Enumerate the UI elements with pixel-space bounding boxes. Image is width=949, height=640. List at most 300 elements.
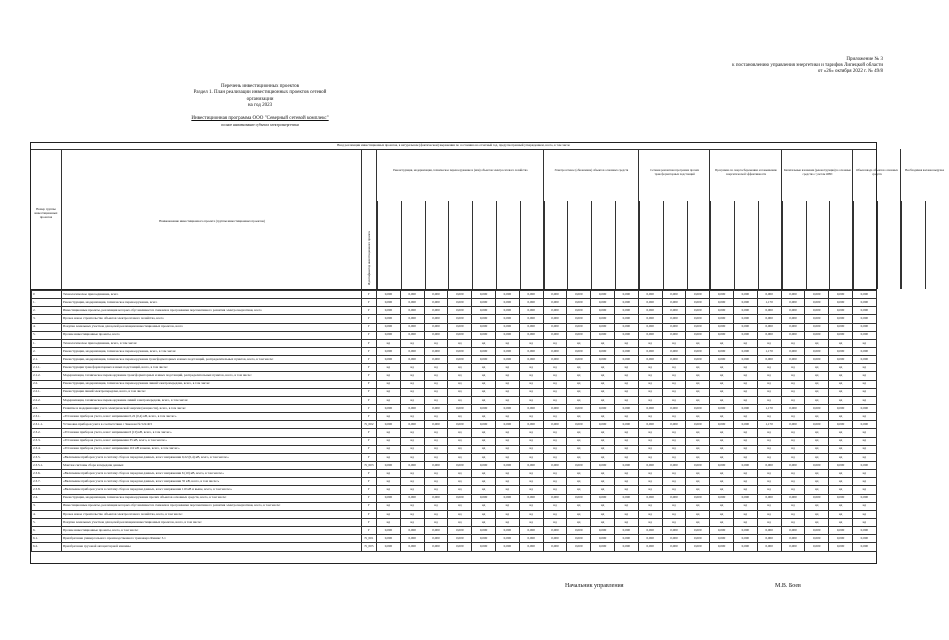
row-name: Покупка земельных участков для целей реализации инвестиционных проектов, всего, в том числе:	[62, 518, 362, 526]
row-number: 2.	[32, 307, 62, 315]
row-value: нд	[400, 413, 424, 421]
row-value: нд	[400, 453, 424, 461]
row-value: нд	[448, 364, 472, 372]
row-value: нд	[495, 445, 519, 453]
annex-line-3: от «26» октября 2022 г. № 49/8	[817, 69, 883, 75]
row-code: Г	[362, 486, 377, 494]
row-code: Г	[362, 331, 377, 339]
row-value: нд	[448, 339, 472, 347]
row-value: нд	[543, 380, 567, 388]
row-value: 0,000	[519, 421, 543, 429]
row-value: 0,000	[638, 323, 662, 331]
row-value: 0,000	[781, 535, 805, 543]
row-value: нд	[710, 380, 734, 388]
row-value: 0,000	[829, 307, 853, 315]
table-row	[32, 437, 877, 445]
row-value: нд	[424, 380, 448, 388]
row-value: нд	[377, 518, 401, 526]
row-value: 0,000	[852, 494, 876, 502]
row-value: 0,000	[400, 356, 424, 364]
row-value: 0,000	[495, 323, 519, 331]
row-name: «Включение приборов учета в систему сбора и передачи данных, класс напряжения 35 кВ, всего, в том числе:»	[62, 478, 362, 486]
row-value: нд	[448, 510, 472, 518]
row-number: 4.	[32, 323, 62, 331]
row-value: 0,000	[852, 461, 876, 469]
row-value: нд	[852, 413, 876, 421]
table-row	[32, 478, 877, 486]
row-value: 0,000	[400, 323, 424, 331]
row-name: «Включение приборов учета в систему сбора и передачи данных, класс напряжения 110 кВ и выше, всего, в том числе:»	[62, 486, 362, 494]
row-value: 0,000	[757, 291, 781, 299]
row-value: 0,000	[495, 543, 519, 551]
row-value: 0,000	[377, 356, 401, 364]
row-value: нд	[543, 364, 567, 372]
row-value: 0,000	[638, 421, 662, 429]
row-value: 0,000	[448, 331, 472, 339]
row-value: 0,000	[662, 461, 686, 469]
row-value: нд	[495, 478, 519, 486]
row-value: 0,000	[805, 315, 829, 323]
row-value: 0,000	[472, 307, 496, 315]
row-value: 1,170	[757, 347, 781, 355]
row-value: нд	[400, 396, 424, 404]
row-value: 0,000	[829, 543, 853, 551]
row-value: 0,000	[400, 404, 424, 412]
row-value: 0,000	[591, 543, 615, 551]
row-value: 0,000	[519, 404, 543, 412]
row-value: 0,000	[733, 291, 757, 299]
row-value: нд	[638, 364, 662, 372]
row-value: 0,000	[805, 404, 829, 412]
row-value: нд	[638, 388, 662, 396]
row-value: нд	[400, 510, 424, 518]
row-value: 0,000	[662, 323, 686, 331]
row-value: нд	[495, 388, 519, 396]
row-value: нд	[638, 413, 662, 421]
row-value: 0,000	[829, 404, 853, 412]
row-value: нд	[686, 478, 710, 486]
row-number: 2.	[32, 347, 62, 355]
table-row	[32, 510, 877, 518]
row-value: нд	[781, 453, 805, 461]
row-value: 0,000	[733, 421, 757, 429]
row-value: нд	[805, 510, 829, 518]
row-value: 0,000	[377, 535, 401, 543]
row-value: 0,000	[400, 421, 424, 429]
row-value: 0,000	[852, 315, 876, 323]
row-value: нд	[781, 470, 805, 478]
row-value: нд	[638, 372, 662, 380]
table-row	[32, 315, 877, 323]
row-value: 0,000	[448, 299, 472, 307]
row-value: 0,000	[614, 404, 638, 412]
row-value: 0,000	[543, 404, 567, 412]
row-code: Г	[362, 404, 377, 412]
row-value: 0,000	[686, 331, 710, 339]
row-value: нд	[519, 502, 543, 510]
header-group-3	[709, 149, 781, 289]
table-header	[31, 143, 945, 290]
row-number: 1.	[32, 339, 62, 347]
row-number: 2.1.2.	[32, 372, 62, 380]
row-value: нд	[519, 372, 543, 380]
row-code: Г	[362, 527, 377, 535]
row-value: 0,000	[781, 527, 805, 535]
row-value: 0,000	[710, 331, 734, 339]
row-value: 0,000	[543, 347, 567, 355]
row-value: нд	[543, 470, 567, 478]
row-value: 0,000	[852, 543, 876, 551]
row-value: 0,000	[805, 535, 829, 543]
row-number: 2.2.2.	[32, 396, 62, 404]
row-value: 0,000	[757, 331, 781, 339]
row-name: Развитие и модернизация учета электрической энергии (мощности), всего, в том числе:	[62, 404, 362, 412]
header-subcolumn	[544, 201, 569, 289]
row-value: нд	[377, 453, 401, 461]
row-code: Г	[362, 413, 377, 421]
row-value: 0,000	[638, 404, 662, 412]
row-value: 0,000	[519, 323, 543, 331]
row-value: нд	[733, 339, 757, 347]
heading-line-1: Перечень инвестиционных проектов	[220, 84, 300, 89]
row-value: нд	[662, 388, 686, 396]
row-value: нд	[377, 413, 401, 421]
row-number: 2.3.8.	[32, 486, 62, 494]
row-value: 0,000	[377, 331, 401, 339]
row-value: нд	[567, 518, 591, 526]
row-value: нд	[472, 429, 496, 437]
row-value: нд	[852, 372, 876, 380]
row-code: Г	[362, 518, 377, 526]
row-value: нд	[781, 445, 805, 453]
row-value: 0,000	[733, 331, 757, 339]
row-value: нд	[495, 339, 519, 347]
row-value: нд	[733, 510, 757, 518]
row-value: нд	[567, 339, 591, 347]
table-row	[32, 388, 877, 396]
row-value: нд	[543, 502, 567, 510]
row-code: Г	[362, 299, 377, 307]
row-value: нд	[377, 470, 401, 478]
row-value: 0,000	[495, 461, 519, 469]
table-row	[32, 413, 877, 421]
row-value: 0,000	[686, 421, 710, 429]
row-value: нд	[852, 478, 876, 486]
row-value: 0,000	[710, 421, 734, 429]
row-value: нд	[472, 453, 496, 461]
row-value: нд	[829, 453, 853, 461]
row-value: нд	[757, 396, 781, 404]
row-value: 0,000	[377, 461, 401, 469]
row-value: 1,170	[757, 404, 781, 412]
row-value: нд	[829, 339, 853, 347]
row-value: нд	[472, 364, 496, 372]
row-value: нд	[495, 380, 519, 388]
row-value: нд	[781, 429, 805, 437]
row-value: нд	[662, 453, 686, 461]
row-value: 0,000	[781, 543, 805, 551]
row-value: 0,000	[781, 421, 805, 429]
row-value: нд	[757, 510, 781, 518]
row-value: 0,000	[829, 421, 853, 429]
row-value: 0,000	[614, 356, 638, 364]
row-value: нд	[781, 486, 805, 494]
row-value: нд	[733, 518, 757, 526]
row-value: 0,000	[781, 315, 805, 323]
row-value: нд	[591, 510, 615, 518]
row-number: 3.	[32, 315, 62, 323]
row-name: Приобретение грузовой автоцистерной машины	[62, 543, 362, 551]
row-value: нд	[614, 413, 638, 421]
row-value: нд	[829, 502, 853, 510]
row-value: нд	[591, 453, 615, 461]
header-subcolumn	[520, 201, 545, 289]
row-value: нд	[519, 437, 543, 445]
table-row	[32, 461, 877, 469]
row-value: 0,000	[543, 356, 567, 364]
row-code: Г	[362, 291, 377, 299]
row-value: нд	[733, 453, 757, 461]
row-value: 0,000	[567, 323, 591, 331]
row-value: 0,000	[733, 356, 757, 364]
row-value: 0,000	[829, 535, 853, 543]
row-value: нд	[448, 380, 472, 388]
row-value: нд	[710, 413, 734, 421]
row-value: нд	[710, 445, 734, 453]
row-value: нд	[495, 372, 519, 380]
row-value: нд	[781, 364, 805, 372]
row-value: 0,000	[519, 356, 543, 364]
row-value: 0,000	[733, 307, 757, 315]
header-subcolumn	[734, 201, 759, 289]
row-value: 0,000	[472, 356, 496, 364]
row-value: нд	[519, 429, 543, 437]
row-value: нд	[805, 478, 829, 486]
row-value: нд	[567, 453, 591, 461]
row-value: 0,000	[472, 543, 496, 551]
row-value: нд	[638, 380, 662, 388]
row-value: 0,000	[377, 323, 401, 331]
row-name: Реконструкция, модернизация, техническое перевооружение, всего, в том числе:	[62, 347, 362, 355]
row-value: 0,000	[781, 494, 805, 502]
row-number: 2.3.5.1.	[32, 461, 62, 469]
row-value: нд	[686, 518, 710, 526]
row-value: 0,000	[686, 404, 710, 412]
row-number: 5.	[32, 331, 62, 339]
row-number: 2.2.	[32, 380, 62, 388]
row-name: Реконструкция, модернизация, техническое перевооружение линий электропередачи, всего, в том числе:	[62, 380, 362, 388]
signature-title: Начальник управления	[565, 583, 624, 589]
row-value: 0,000	[591, 315, 615, 323]
row-value: 0,000	[448, 527, 472, 535]
row-value: нд	[805, 486, 829, 494]
header-group-1	[543, 149, 639, 289]
row-value: 0,000	[757, 543, 781, 551]
row-value: нд	[757, 380, 781, 388]
row-value: 0,000	[733, 527, 757, 535]
row-value: нд	[400, 429, 424, 437]
header-subcolumn	[615, 201, 640, 289]
row-value: нд	[567, 388, 591, 396]
row-value: нд	[710, 486, 734, 494]
row-value: нд	[591, 364, 615, 372]
row-value: нд	[829, 380, 853, 388]
row-value: нд	[686, 380, 710, 388]
row-value: 0,000	[495, 527, 519, 535]
row-value: 0,000	[400, 315, 424, 323]
row-value: 0,000	[400, 299, 424, 307]
row-value: нд	[495, 453, 519, 461]
row-value: нд	[519, 413, 543, 421]
row-value: нд	[495, 486, 519, 494]
row-value: 0,000	[448, 461, 472, 469]
header-subcolumn	[901, 201, 926, 289]
row-value: 0,000	[662, 299, 686, 307]
row-value: 0,000	[662, 494, 686, 502]
row-value: 0,000	[400, 494, 424, 502]
row-value: нд	[852, 380, 876, 388]
row-value: 0,000	[757, 527, 781, 535]
row-value: нд	[543, 486, 567, 494]
row-value: нд	[424, 437, 448, 445]
row-value: 0,000	[424, 421, 448, 429]
row-value: нд	[519, 518, 543, 526]
row-value: нд	[543, 396, 567, 404]
row-value: 0,000	[662, 291, 686, 299]
table-row	[32, 543, 877, 551]
row-value: 0,000	[424, 404, 448, 412]
row-value: нд	[852, 518, 876, 526]
row-value: нд	[733, 470, 757, 478]
row-value: нд	[448, 478, 472, 486]
row-value: нд	[710, 339, 734, 347]
row-name: Приобретение универсального производственного тренажера Феникс 3.1	[62, 535, 362, 543]
row-value: нд	[638, 339, 662, 347]
row-value: 0,000	[424, 527, 448, 535]
row-value: 0,000	[377, 527, 401, 535]
row-value: нд	[614, 380, 638, 388]
row-value: нд	[424, 388, 448, 396]
header-subcolumn	[377, 201, 402, 289]
row-value: нд	[686, 445, 710, 453]
row-value: нд	[519, 486, 543, 494]
row-value: нд	[805, 502, 829, 510]
row-value: 0,000	[852, 535, 876, 543]
row-value: 0,000	[543, 315, 567, 323]
table-row	[32, 535, 877, 543]
row-value: нд	[852, 510, 876, 518]
row-name: Реконструкция трансформаторных и иных подстанций, всего, в том числе:	[62, 364, 362, 372]
row-value: нд	[829, 388, 853, 396]
document-heading	[180, 84, 340, 128]
row-value: 0,000	[614, 461, 638, 469]
row-value: нд	[377, 437, 401, 445]
row-value: 0,000	[495, 535, 519, 543]
row-value: 0,000	[757, 315, 781, 323]
row-value: нд	[424, 396, 448, 404]
row-value: нд	[400, 364, 424, 372]
row-value: 0,000	[781, 331, 805, 339]
row-value: нд	[591, 388, 615, 396]
header-group-4	[781, 149, 853, 289]
row-value: нд	[543, 445, 567, 453]
table-row	[32, 364, 877, 372]
row-value: нд	[638, 502, 662, 510]
row-number: 5.	[32, 518, 62, 526]
heading-line-4: Инвестиционная программа ООО "Северный сетевой комплекс"	[191, 115, 329, 121]
row-value: нд	[495, 518, 519, 526]
row-code: Г	[362, 494, 377, 502]
row-value: нд	[472, 510, 496, 518]
header-subcolumn	[591, 201, 616, 289]
annex-line-1: Приложение № 3	[846, 57, 883, 62]
row-value: нд	[662, 510, 686, 518]
row-value: нд	[591, 502, 615, 510]
row-name: Модернизация, техническое перевооружение линий электропередачи, всего, в том числе:	[62, 396, 362, 404]
row-value: нд	[614, 339, 638, 347]
row-value: нд	[805, 445, 829, 453]
signature-name: М.В. Боев	[775, 583, 801, 589]
row-value: нд	[757, 478, 781, 486]
row-value: 0,000	[638, 461, 662, 469]
row-value: нд	[424, 413, 448, 421]
row-value: 0,000	[686, 461, 710, 469]
header-group-label: Капитальные вложения (реконструкция) в основные средства с учетом ОВП	[783, 168, 851, 176]
row-value: 0,000	[710, 404, 734, 412]
row-value: нд	[638, 453, 662, 461]
row-number: 2.3.	[32, 404, 62, 412]
row-value: нд	[614, 372, 638, 380]
project-table	[30, 142, 945, 564]
row-value: 0,000	[662, 347, 686, 355]
row-value: нд	[710, 470, 734, 478]
row-value: нд	[829, 478, 853, 486]
row-value: 0,000	[567, 347, 591, 355]
row-value: 0,000	[567, 356, 591, 364]
row-value: 0,000	[781, 291, 805, 299]
row-number: 6.	[32, 527, 62, 535]
row-value: нд	[805, 453, 829, 461]
row-value: 0,000	[805, 356, 829, 364]
row-value: нд	[614, 364, 638, 372]
header-col-name: Наименование инвестиционного проекта (группы инвестиционных проектов)	[61, 149, 362, 289]
row-value: нд	[377, 502, 401, 510]
row-value: нд	[781, 413, 805, 421]
table-row	[32, 372, 877, 380]
row-value: нд	[519, 478, 543, 486]
row-value: нд	[614, 453, 638, 461]
row-value: нд	[829, 413, 853, 421]
heading-line-2: Раздел 1. План реализации инвестиционных проектов сетевой организации	[193, 90, 327, 102]
row-value: 0,000	[829, 527, 853, 535]
row-value: нд	[781, 396, 805, 404]
row-value: 0,000	[567, 421, 591, 429]
row-value: нд	[781, 339, 805, 347]
row-value: 0,000	[448, 315, 472, 323]
row-code: Г	[362, 356, 377, 364]
row-value: 0,000	[519, 543, 543, 551]
row-value: нд	[614, 429, 638, 437]
row-value: нд	[495, 502, 519, 510]
row-value: нд	[638, 429, 662, 437]
row-value: 0,000	[400, 535, 424, 543]
header-group-label: Необходимая валовая выручка	[905, 168, 945, 172]
row-value: нд	[781, 502, 805, 510]
row-code: Г	[362, 315, 377, 323]
row-number: 6.1.	[32, 535, 62, 543]
row-value: нд	[543, 372, 567, 380]
row-value: 0,000	[543, 299, 567, 307]
